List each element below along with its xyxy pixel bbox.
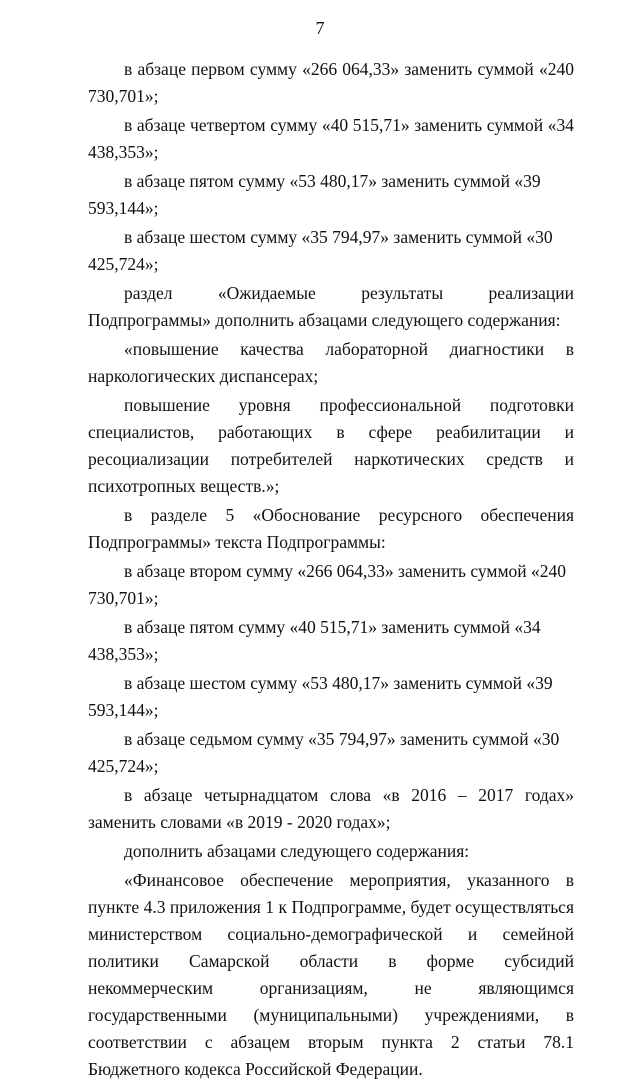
paragraph: в абзаце втором сумму «266 064,33» заменить суммой «240 730,701»;	[88, 561, 567, 608]
paragraph: повышение уровня профессиональной подготовки специалистов, работающих в сфере реабилитации и ресоциализации потребителей наркотических средств и психотропных веществ.»;	[88, 395, 574, 496]
paragraph: в разделе 5 «Обоснование ресурсного обеспечения Подпрограммы» текста Подпрограммы:	[88, 505, 574, 552]
page-number: 7	[315, 18, 325, 38]
paragraph: в абзаце шестом сумму «53 480,17» заменить суммой «39 593,144»;	[88, 673, 553, 720]
paragraph: в абзаце пятом сумму «53 480,17» заменить суммой «39 593,144»;	[88, 171, 541, 218]
paragraph: в абзаце четырнадцатом слова «в 2016 – 2017 годах» заменить словами «в 2019 - 2020 годах»;	[88, 785, 574, 832]
paragraph: раздел «Ожидаемые результаты реализации Подпрограммы» дополнить абзацами следующего содержания:	[88, 283, 574, 330]
paragraph: в абзаце седьмом сумму «35 794,97» заменить суммой «30 425,724»;	[88, 729, 560, 776]
paragraph: в абзаце шестом сумму «35 794,97» заменить суммой «30 425,724»;	[88, 227, 553, 274]
paragraph: в абзаце первом сумму «266 064,33» заменить суммой «240 730,701»;	[88, 59, 574, 106]
paragraph: в абзаце пятом сумму «40 515,71» заменить суммой «34 438,353»;	[88, 617, 541, 664]
document-body	[88, 56, 574, 1085]
paragraph: «повышение качества лабораторной диагностики в наркологических диспансерах;	[88, 339, 574, 386]
paragraph: в абзаце четвертом сумму «40 515,71» заменить суммой «34 438,353»;	[88, 115, 574, 162]
paragraph: дополнить абзацами следующего содержания:	[124, 841, 470, 861]
paragraph: «Финансовое обеспечение мероприятия, указанного в пункте 4.3 приложения 1 к Подпрограмме, будет осуществляться министерством социально-демографической и семейной политики Самарской области в форме субсидий некоммерческим организациям, не являющимся государственными (муниципальными) учреждениями, в соответствии с абзацем вторым пункта 2 статьи 78.1 Бюджетного кодекса Российской Федерации.	[88, 870, 574, 1079]
